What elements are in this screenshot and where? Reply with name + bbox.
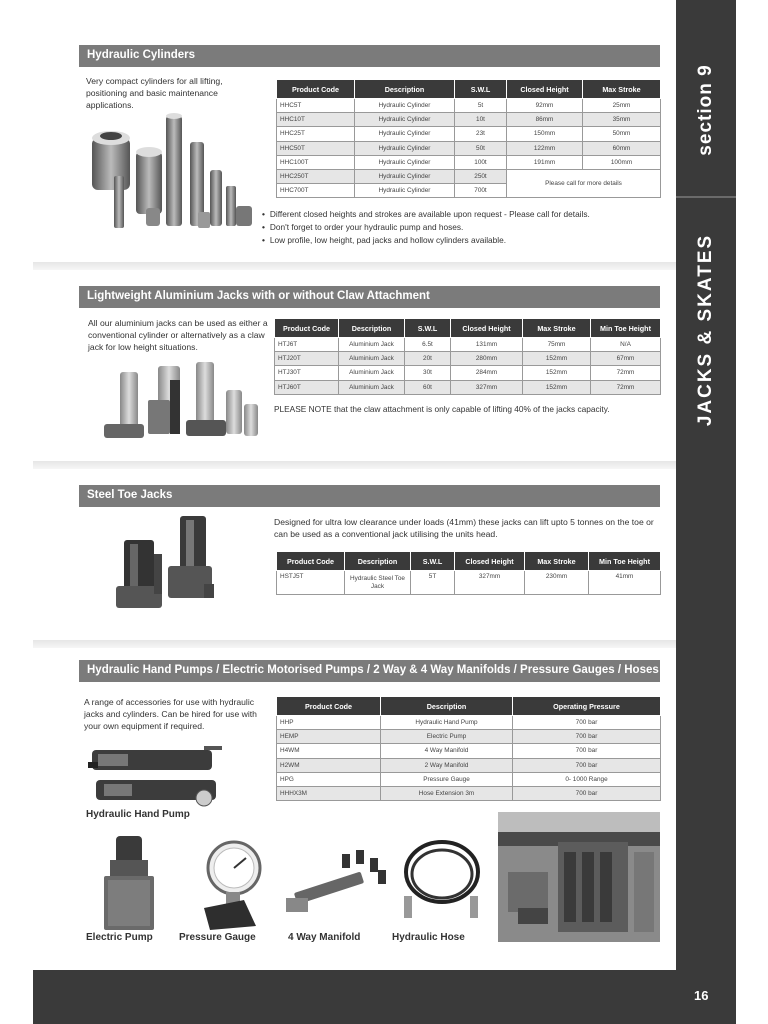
- column-header: Min Toe Height: [591, 319, 661, 338]
- column-header: Min Toe Height: [589, 552, 661, 571]
- table-cell: 250t: [455, 169, 507, 183]
- table-cell: 152mm: [523, 352, 591, 366]
- table-cell: HTJ60T: [275, 380, 339, 394]
- table-cell: HHC250T: [277, 169, 355, 183]
- hydraulic-hose-image: [400, 838, 486, 924]
- table-cell: 100t: [455, 155, 507, 169]
- table-cell: 35mm: [583, 113, 661, 127]
- aluminium-intro: All our aluminium jacks can be used as either a conventional cylinder or alternatively as a claw jack for low height situations.: [88, 318, 268, 352]
- aluminium-table: [274, 318, 661, 395]
- table-cell: N/A: [591, 338, 661, 352]
- table-cell: 700 bar: [513, 730, 661, 744]
- section-label: section 9: [695, 64, 716, 156]
- column-header: Description: [339, 319, 405, 338]
- section-title-steel-toe: Steel Toe Jacks: [79, 485, 660, 507]
- table-cell: Electric Pump: [381, 730, 513, 744]
- table-row: [277, 786, 661, 800]
- table-cell: Aluminium Jack: [339, 338, 405, 352]
- table-cell: 2 Way Manifold: [381, 758, 513, 772]
- table-row: [275, 380, 661, 394]
- pressure-gauge-image: [196, 838, 266, 932]
- column-header: Closed Height: [451, 319, 523, 338]
- section-title-pumps: Hydraulic Hand Pumps / Electric Motorised Pumps / 2 Way & 4 Way Manifolds / Pressure Gauges / Hoses: [79, 660, 660, 682]
- table-cell: 700 bar: [513, 758, 661, 772]
- table-cell: HHHX3M: [277, 786, 381, 800]
- table-cell: Aluminium Jack: [339, 352, 405, 366]
- table-cell: Pressure Gauge: [381, 772, 513, 786]
- cylinders-intro: Very compact cylinders for all lifting, positioning and basic maintenance applications.: [86, 76, 223, 110]
- table-cell: 284mm: [451, 366, 523, 380]
- caption-electric-pump: Electric Pump: [86, 932, 153, 943]
- table-cell: Hydraulic Cylinder: [355, 113, 455, 127]
- table-cell: Hydraulic Cylinder: [355, 169, 455, 183]
- cylinders-table: [276, 79, 661, 198]
- manifold-image: [284, 848, 390, 918]
- caption-hose: Hydraulic Hose: [392, 932, 465, 943]
- table-row: [277, 99, 661, 113]
- table-cell: 700 bar: [513, 716, 661, 730]
- column-header: Description: [345, 552, 411, 571]
- column-header: Product Code: [277, 552, 345, 571]
- table-cell: 72mm: [591, 380, 661, 394]
- section-title-aluminium: Lightweight Aluminium Jacks with or without Claw Attachment: [79, 286, 660, 308]
- table-cell: Hose Extension 3m: [381, 786, 513, 800]
- caption-hand-pump: Hydraulic Hand Pump: [86, 809, 190, 820]
- table-row: [275, 352, 661, 366]
- table-header-row: [275, 319, 661, 338]
- table-cell: HPG: [277, 772, 381, 786]
- column-header: Description: [355, 80, 455, 99]
- table-cell: 0- 1000 Range: [513, 772, 661, 786]
- table-cell: HHC5T: [277, 99, 355, 113]
- bullet-item: • Don't forget to order your hydraulic pump and hoses.: [262, 221, 590, 234]
- column-header: S.W.L: [411, 552, 455, 571]
- table-cell: 60t: [405, 380, 451, 394]
- table-cell: HHC10T: [277, 113, 355, 127]
- table-row: [277, 744, 661, 758]
- table-cell: Hydraulic Cylinder: [355, 184, 455, 198]
- table-cell: 131mm: [451, 338, 523, 352]
- table-cell: 10t: [455, 113, 507, 127]
- table-cell: Hydraulic Cylinder: [355, 127, 455, 141]
- table-cell: 150mm: [507, 127, 583, 141]
- bullet-item: • Different closed heights and strokes are available upon request - Please call for details.: [262, 208, 590, 221]
- table-cell: 230mm: [525, 571, 589, 595]
- table-cell: Hydraulic Cylinder: [355, 155, 455, 169]
- table-cell: HHC25T: [277, 127, 355, 141]
- table-cell: 30t: [405, 366, 451, 380]
- table-cell: 50t: [455, 141, 507, 155]
- table-cell: 23t: [455, 127, 507, 141]
- table-cell: 86mm: [507, 113, 583, 127]
- table-cell: 5T: [411, 571, 455, 595]
- table-cell: H4WM: [277, 744, 381, 758]
- table-cell: HTJ20T: [275, 352, 339, 366]
- table-cell: HTJ30T: [275, 366, 339, 380]
- table-cell: 4 Way Manifold: [381, 744, 513, 758]
- table-row: [277, 155, 661, 169]
- table-cell: HHC50T: [277, 141, 355, 155]
- aluminium-jacks-image: [100, 360, 268, 446]
- column-header: S.W.L: [455, 80, 507, 99]
- column-header: Max Stroke: [523, 319, 591, 338]
- column-header: Description: [381, 697, 513, 716]
- table-cell: 152mm: [523, 366, 591, 380]
- table-cell: HEMP: [277, 730, 381, 744]
- hydraulic-cylinders-image: [86, 112, 262, 236]
- table-cell: HHC100T: [277, 155, 355, 169]
- table-cell: 327mm: [455, 571, 525, 595]
- table-cell: 60mm: [583, 141, 661, 155]
- caption-pressure-gauge: Pressure Gauge: [179, 932, 256, 943]
- table-cell: Hydraulic Cylinder: [355, 99, 455, 113]
- jacks-in-use-photo: [498, 812, 660, 942]
- column-header: Max Stroke: [583, 80, 661, 99]
- table-header-row: [277, 552, 661, 571]
- table-cell: Hydraulic Steel Toe Jack: [345, 571, 411, 595]
- table-cell: 327mm: [451, 380, 523, 394]
- section-divider: [33, 262, 676, 270]
- table-cell: 5t: [455, 99, 507, 113]
- table-cell: 700 bar: [513, 786, 661, 800]
- table-cell: 152mm: [523, 380, 591, 394]
- table-cell: 92mm: [507, 99, 583, 113]
- column-header: Max Stroke: [525, 552, 589, 571]
- section-divider: [33, 640, 676, 648]
- category-label: JACKS & SKATES: [695, 233, 716, 427]
- table-cell: 25mm: [583, 99, 661, 113]
- table-cell: HTJ6T: [275, 338, 339, 352]
- steel-toe-jacks-image: [108, 514, 216, 614]
- table-cell: Aluminium Jack: [339, 380, 405, 394]
- table-row: [275, 366, 661, 380]
- electric-pump-image: [100, 832, 160, 932]
- steel-toe-intro: Designed for ultra low clearance under loads (41mm) these jacks can lift upto 5 tonnes on the toe or can be used as a conventional jack utilising the units head.: [274, 517, 654, 539]
- table-cell: 6.5t: [405, 338, 451, 352]
- table-row: [277, 772, 661, 786]
- table-header-row: [277, 80, 661, 99]
- table-row: [277, 113, 661, 127]
- pumps-intro: A range of accessories for use with hydraulic jacks and cylinders. Can be hired for use with your own equipment if required.: [84, 697, 257, 731]
- table-row: [277, 730, 661, 744]
- caption-manifold: 4 Way Manifold: [288, 932, 361, 943]
- call-note: Please call for more details: [507, 169, 661, 197]
- table-cell: 41mm: [589, 571, 661, 595]
- table-cell: HHP: [277, 716, 381, 730]
- table-cell: HHC700T: [277, 184, 355, 198]
- steel-toe-table: [276, 551, 661, 595]
- table-cell: 50mm: [583, 127, 661, 141]
- cylinders-bullets: [262, 208, 590, 247]
- column-header: Closed Height: [455, 552, 525, 571]
- bullet-item: • Low profile, low height, pad jacks and hollow cylinders available.: [262, 234, 590, 247]
- page-number: 16: [694, 988, 709, 1003]
- table-cell: Hydraulic Hand Pump: [381, 716, 513, 730]
- table-cell: H2WM: [277, 758, 381, 772]
- hydraulic-hand-pump-image: [86, 744, 226, 810]
- table-cell: 700t: [455, 184, 507, 198]
- table-cell: 280mm: [451, 352, 523, 366]
- section-title-cylinders: Hydraulic Cylinders: [79, 45, 660, 67]
- table-row: [277, 127, 661, 141]
- table-row: [275, 338, 661, 352]
- table-cell: 67mm: [591, 352, 661, 366]
- table-row: [277, 716, 661, 730]
- column-header: S.W.L: [405, 319, 451, 338]
- table-row: [277, 169, 661, 183]
- table-cell: Aluminium Jack: [339, 366, 405, 380]
- table-row: [277, 758, 661, 772]
- footer-bar: [33, 970, 736, 1024]
- column-header: Product Code: [277, 80, 355, 99]
- table-row: [277, 571, 661, 595]
- table-cell: 75mm: [523, 338, 591, 352]
- column-header: Product Code: [277, 697, 381, 716]
- table-cell: 700 bar: [513, 744, 661, 758]
- column-header: Product Code: [275, 319, 339, 338]
- table-cell: Hydraulic Cylinder: [355, 141, 455, 155]
- aluminium-note: PLEASE NOTE that the claw attachment is only capable of lifting 40% of the jacks capacity.: [274, 404, 610, 414]
- table-cell: 191mm: [507, 155, 583, 169]
- column-header: Operating Pressure: [513, 697, 661, 716]
- column-header: Closed Height: [507, 80, 583, 99]
- table-cell: 20t: [405, 352, 451, 366]
- table-cell: 72mm: [591, 366, 661, 380]
- table-cell: 100mm: [583, 155, 661, 169]
- table-row: [277, 141, 661, 155]
- section-divider: [33, 461, 676, 469]
- table-header-row: [277, 697, 661, 716]
- table-cell: HSTJ5T: [277, 571, 345, 595]
- pumps-table: [276, 696, 661, 801]
- table-cell: 122mm: [507, 141, 583, 155]
